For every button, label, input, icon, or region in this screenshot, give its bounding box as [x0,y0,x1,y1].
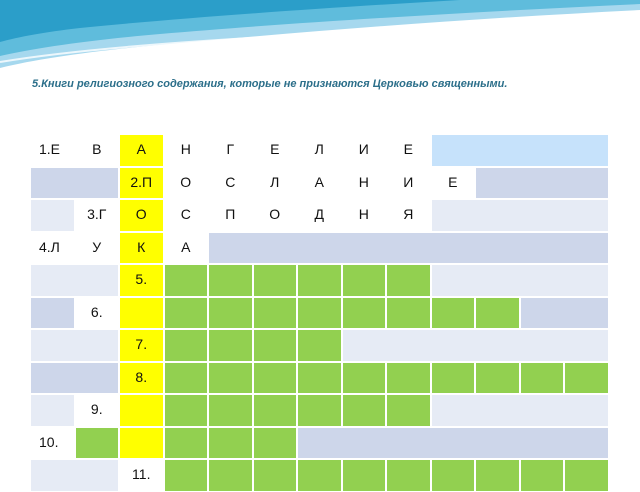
grid-cell-letter: Л [297,134,342,167]
grid-cell [208,362,253,395]
grid-cell [297,297,342,330]
grid-cell-letter: 5. [119,264,164,297]
grid-cell [253,362,298,395]
grid-cell [30,199,75,232]
grid-cell [520,362,565,395]
grid-cell [119,394,164,427]
grid-cell-letter: 8. [119,362,164,395]
grid-cell [386,264,431,297]
grid-cell-letter: Я [386,199,431,232]
grid-cell [30,394,75,427]
grid-cell-letter: Д [297,199,342,232]
grid-cell [164,329,209,362]
grid-cell [564,362,609,395]
grid-cell-letter: С [164,199,209,232]
grid-cell-letter: 3.Г [75,199,120,232]
grid-cell-letter: 11. [119,459,164,492]
grid-cell [208,394,253,427]
grid-cell-letter: О [119,199,164,232]
grid-cell [386,362,431,395]
grid-cell [253,264,298,297]
grid-cell [431,134,609,167]
grid-cell [342,459,387,492]
grid-cell [297,427,609,460]
grid-cell [208,297,253,330]
grid-cell [297,394,342,427]
grid-cell [342,394,387,427]
grid-cell [297,264,342,297]
grid-cell [431,459,476,492]
grid-cell-letter: Г [208,134,253,167]
grid-cell [475,167,609,200]
grid-cell-letter: Н [342,167,387,200]
grid-cell-letter: О [253,199,298,232]
grid-cell [30,362,119,395]
grid-cell [208,264,253,297]
grid-cell-letter: 7. [119,329,164,362]
grid-cell-letter: 10. [30,427,75,460]
grid-cell [253,297,298,330]
grid-cell-letter: 1.Е [30,134,75,167]
grid-cell-letter: Е [431,167,476,200]
grid-cell [164,297,209,330]
grid-cell [30,297,75,330]
grid-cell-letter: И [386,167,431,200]
grid-cell [30,329,119,362]
grid-cell-letter: Е [253,134,298,167]
grid-cell [164,394,209,427]
grid-cell-letter: Е [386,134,431,167]
grid-cell-letter: О [164,167,209,200]
grid-cell [431,362,476,395]
grid-cell [208,232,609,265]
grid-cell-letter: П [208,199,253,232]
grid-cell-letter: Н [342,199,387,232]
grid-cell-letter: А [297,167,342,200]
grid-cell [431,264,609,297]
grid-cell [431,199,609,232]
grid-cell [386,394,431,427]
grid-cell-letter: Н [164,134,209,167]
grid-cell-letter: 6. [75,297,120,330]
grid-cell [297,329,342,362]
grid-cell-letter: С [208,167,253,200]
grid-cell [30,459,119,492]
grid-cell [164,264,209,297]
grid-cell [30,264,119,297]
grid-cell [119,427,164,460]
grid-cell [475,459,520,492]
grid-cell-letter: У [75,232,120,265]
grid-cell-letter: И [342,134,387,167]
grid-cell [475,362,520,395]
grid-cell [475,297,520,330]
grid-cell [431,394,609,427]
grid-cell [297,459,342,492]
grid-cell [119,297,164,330]
grid-cell-letter: 4.Л [30,232,75,265]
grid-cell [342,329,609,362]
grid-cell [208,459,253,492]
page-title: 5.Книги религиозного содержания, которые не признаются Церковью священными. [32,78,508,90]
grid-cell [164,362,209,395]
grid-cell [564,459,609,492]
grid-cell [342,297,387,330]
grid-cell [164,427,209,460]
grid-cell [164,459,209,492]
grid-cell [520,297,609,330]
grid-cell-letter: К [119,232,164,265]
grid-cell-letter: В [75,134,120,167]
grid-cell-letter: 9. [75,394,120,427]
grid-cell [297,362,342,395]
grid-cell-letter: А [119,134,164,167]
grid-cell-letter: А [164,232,209,265]
grid-cell [75,427,120,460]
grid-cell [520,459,565,492]
grid-cell [253,459,298,492]
grid-cell [253,427,298,460]
grid-cell [208,427,253,460]
grid-cell-letter: Л [253,167,298,200]
grid-cell [386,297,431,330]
grid-cell [342,362,387,395]
grid-cell [386,459,431,492]
grid-cell [30,167,119,200]
grid-cell [342,264,387,297]
grid-cell-letter: 2.П [119,167,164,200]
grid-cell [208,329,253,362]
grid-cell [253,329,298,362]
grid-cell [431,297,476,330]
grid-cell [253,394,298,427]
